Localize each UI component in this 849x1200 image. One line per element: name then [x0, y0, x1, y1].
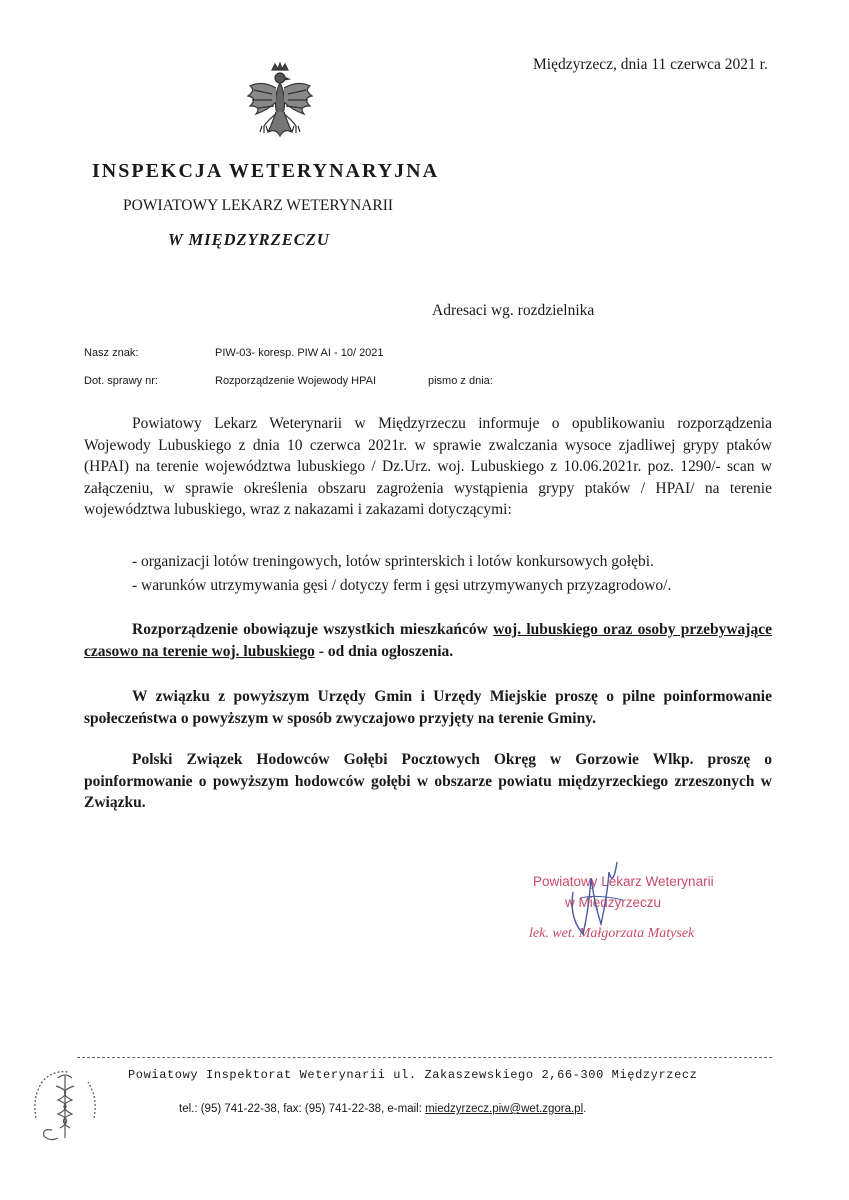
- letter-date-label: pismo z dnia:: [428, 375, 493, 387]
- signature-title: Powiatowy Lekarz Weterynarii: [533, 874, 714, 889]
- addressee: Adresaci wg. rozdzielnika: [432, 302, 595, 319]
- institution-city: W MIĘDZYRZECZU: [168, 230, 330, 249]
- footer-contact: [179, 1103, 586, 1115]
- email-link[interactable]: miedzyrzecz.piw@wet.zgora.pl: [425, 1103, 584, 1115]
- handwritten-signature-icon: [543, 858, 633, 944]
- polish-eagle-emblem-icon: [242, 62, 318, 154]
- paragraph-1: Powiatowy Lekarz Weterynarii w Międzyrzeczu informuje o opublikowaniu rozporządzenia Wojewody Lubuskiego z dnia 10 czerwca 2021r. w sprawie zwalczania wysoce zjadliwej grypy ptaków (HPAI) na terenie województwa lubuskiego / Dz.Urz. woj. Lubuskiego z 10.06.2021r. poz. 1290/- scan w załączeniu, w sprawie określenia obszaru zagrożenia wystąpienia grypy ptaków / HPAI/ na terenie województwa lubuskiego, wraz z nakazami i zakazami dotyczącymi:: [84, 415, 772, 518]
- signature-name: lek. wet. Małgorzata Matysek: [529, 926, 695, 941]
- institution-title: INSPEKCJA WETERYNARYJNA: [92, 160, 440, 182]
- footer-address: Powiatowy Inspektorat Weterynarii ul. Zakaszewskiego 2,66-300 Międzyrzecz: [128, 1068, 698, 1082]
- case-value: Rozporządzenie Wojewody HPAI: [215, 375, 377, 387]
- contact-phone-fax: tel.: (95) 741-22-38, fax: (95) 741-22-38, e-mail:: [179, 1103, 426, 1115]
- paragraph-3: W związku z powyższym Urzędy Gmin i Urzędy Miejskie proszę o pilne poinformowanie społeczeństwa o powyższym w sposób zwyczajowo przyjęty na terenie Gminy.: [84, 688, 772, 727]
- list-item: - organizacji lotów treningowych, lotów sprinterskich i lotów konkursowych gołębi.: [132, 553, 654, 570]
- signature-city: w Międzyrzeczu: [565, 895, 662, 910]
- letter-date: Międzyrzecz, dnia 11 czerwca 2021 r.: [533, 56, 768, 73]
- paragraph-2-underlined: woj. lubuskiego oraz osoby przebywające czasowo na terenie woj. lubuskiego: [84, 621, 772, 660]
- our-ref-label: Nasz znak:: [84, 347, 139, 359]
- footer-divider: [77, 1057, 772, 1058]
- case-label: Dot. sprawy nr:: [84, 375, 158, 387]
- institution-subtitle: POWIATOWY LEKARZ WETERYNARII: [123, 197, 394, 214]
- caduceus-logo-icon: [30, 1068, 100, 1144]
- list-item: - warunków utrzymywania gęsi / dotyczy ferm i gęsi utrzymywanych przyzagrodowo/.: [132, 577, 672, 594]
- our-ref-value: PIW-03- koresp. PIW AI - 10/ 2021: [215, 347, 384, 359]
- paragraph-2-end: - od dnia ogłoszenia.: [314, 642, 454, 660]
- paragraph-2: [84, 619, 772, 662]
- paragraph-4: Polski Związek Hodowców Gołębi Pocztowych Okręg w Gorzowie Wlkp. proszę o poinformowanie o powyższym hodowców gołębi w obszarze powiatu międzyrzeckiego zrzeszonych w Związku.: [84, 751, 772, 811]
- contact-suffix: .: [583, 1103, 587, 1115]
- signature-stamp: [525, 858, 735, 948]
- paragraph-2-start: Rozporządzenie obowiązuje wszystkich mieszkańców: [132, 621, 494, 638]
